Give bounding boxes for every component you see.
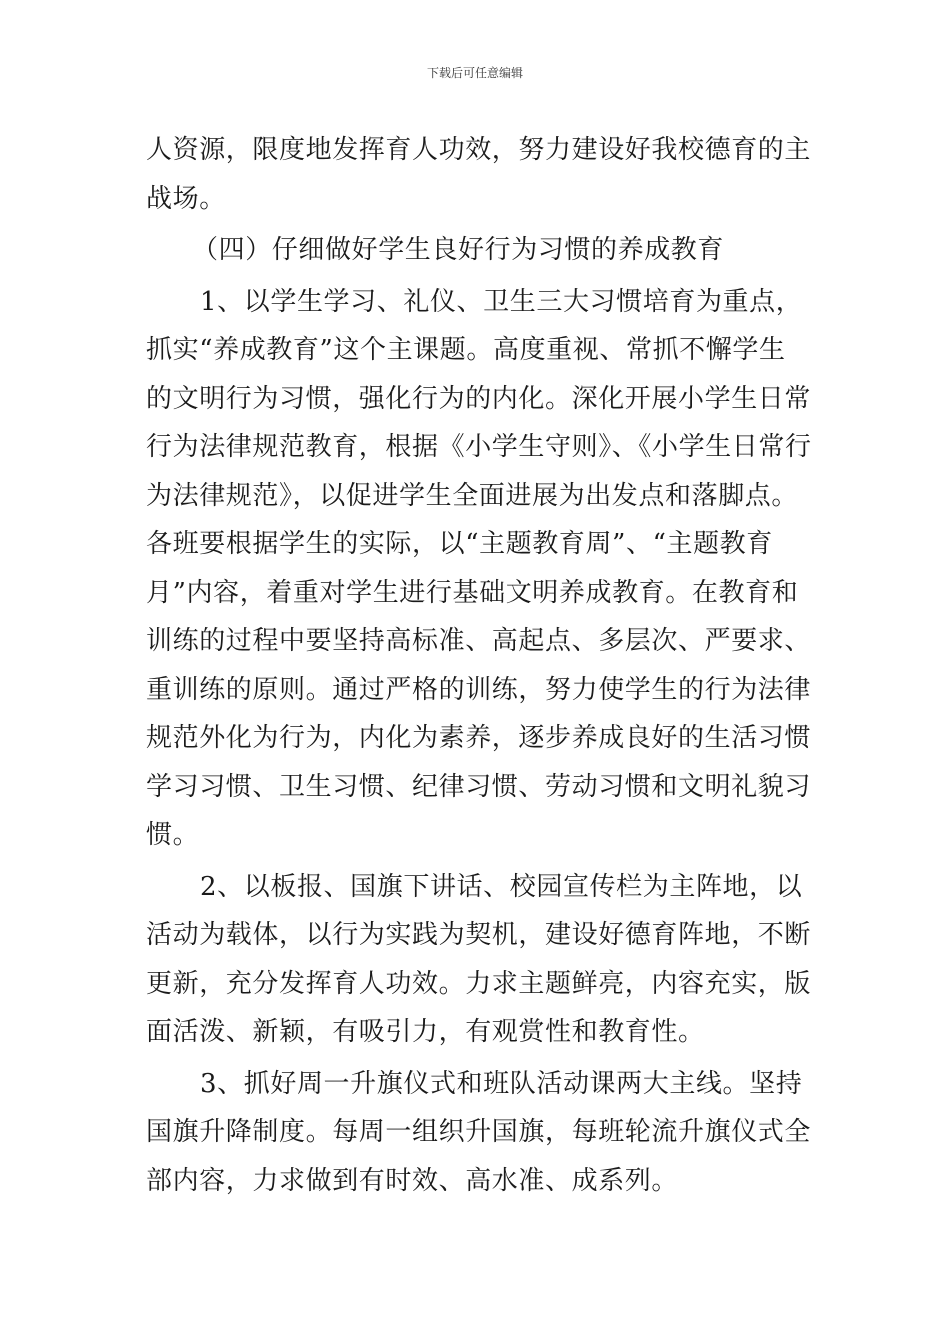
paragraph-item-2: 2、以板报、国旗下讲话、校园宣传栏为主阵地，以活动为载体，以行为实践为契机，建设好德育阵地，不断更新，充分发挥育人功效。力求主题鲜亮，内容充实，版面活泼、新颖，有吸引力，有观赏性和教育性。 xyxy=(146,871,812,1047)
paragraph-continuation: 人资源，限度地发挥育人功效，努力建设好我校德育的主战场。 xyxy=(146,135,812,214)
paragraph-item-1: 1、以学生学习、礼仪、卫生三大习惯培育为重点，抓实“养成教育”这个主课题。高度重视、常抓不懈学生的文明行为习惯，强化行为的内化。深化开展小学生日常行为法律规范教育，根据《小学生守则》、《小学生日常行为法律规范》，以促进学生全面进展为出发点和落脚点。各班要根据学生的实际，以“主题教育周”、“主题教育月”内容，着重对学生进行基础文明养成教育。在教育和训练的过程中要坚持高标准、高起点、多层次、严要求、重训练的原则。通过严格的训练，努力使学生的行为法律规范外化为行为，内化为素养，逐步养成良好的生活习惯学习习惯、卫生习惯、纪律习惯、劳动习惯和文明礼貌习惯。 xyxy=(146,286,812,850)
document-body xyxy=(146,126,812,1205)
paragraph-item-3: 3、抓好周一升旗仪式和班队活动课两大主线。坚持国旗升降制度。每周一组织升国旗，每班轮流升旗仪式全部内容，力求做到有时效、高水准、成系列。 xyxy=(146,1068,812,1196)
page-header: 下载后可任意编辑 xyxy=(426,66,523,80)
section-heading: （四）仔细做好学生良好行为习惯的养成教育 xyxy=(192,235,725,265)
